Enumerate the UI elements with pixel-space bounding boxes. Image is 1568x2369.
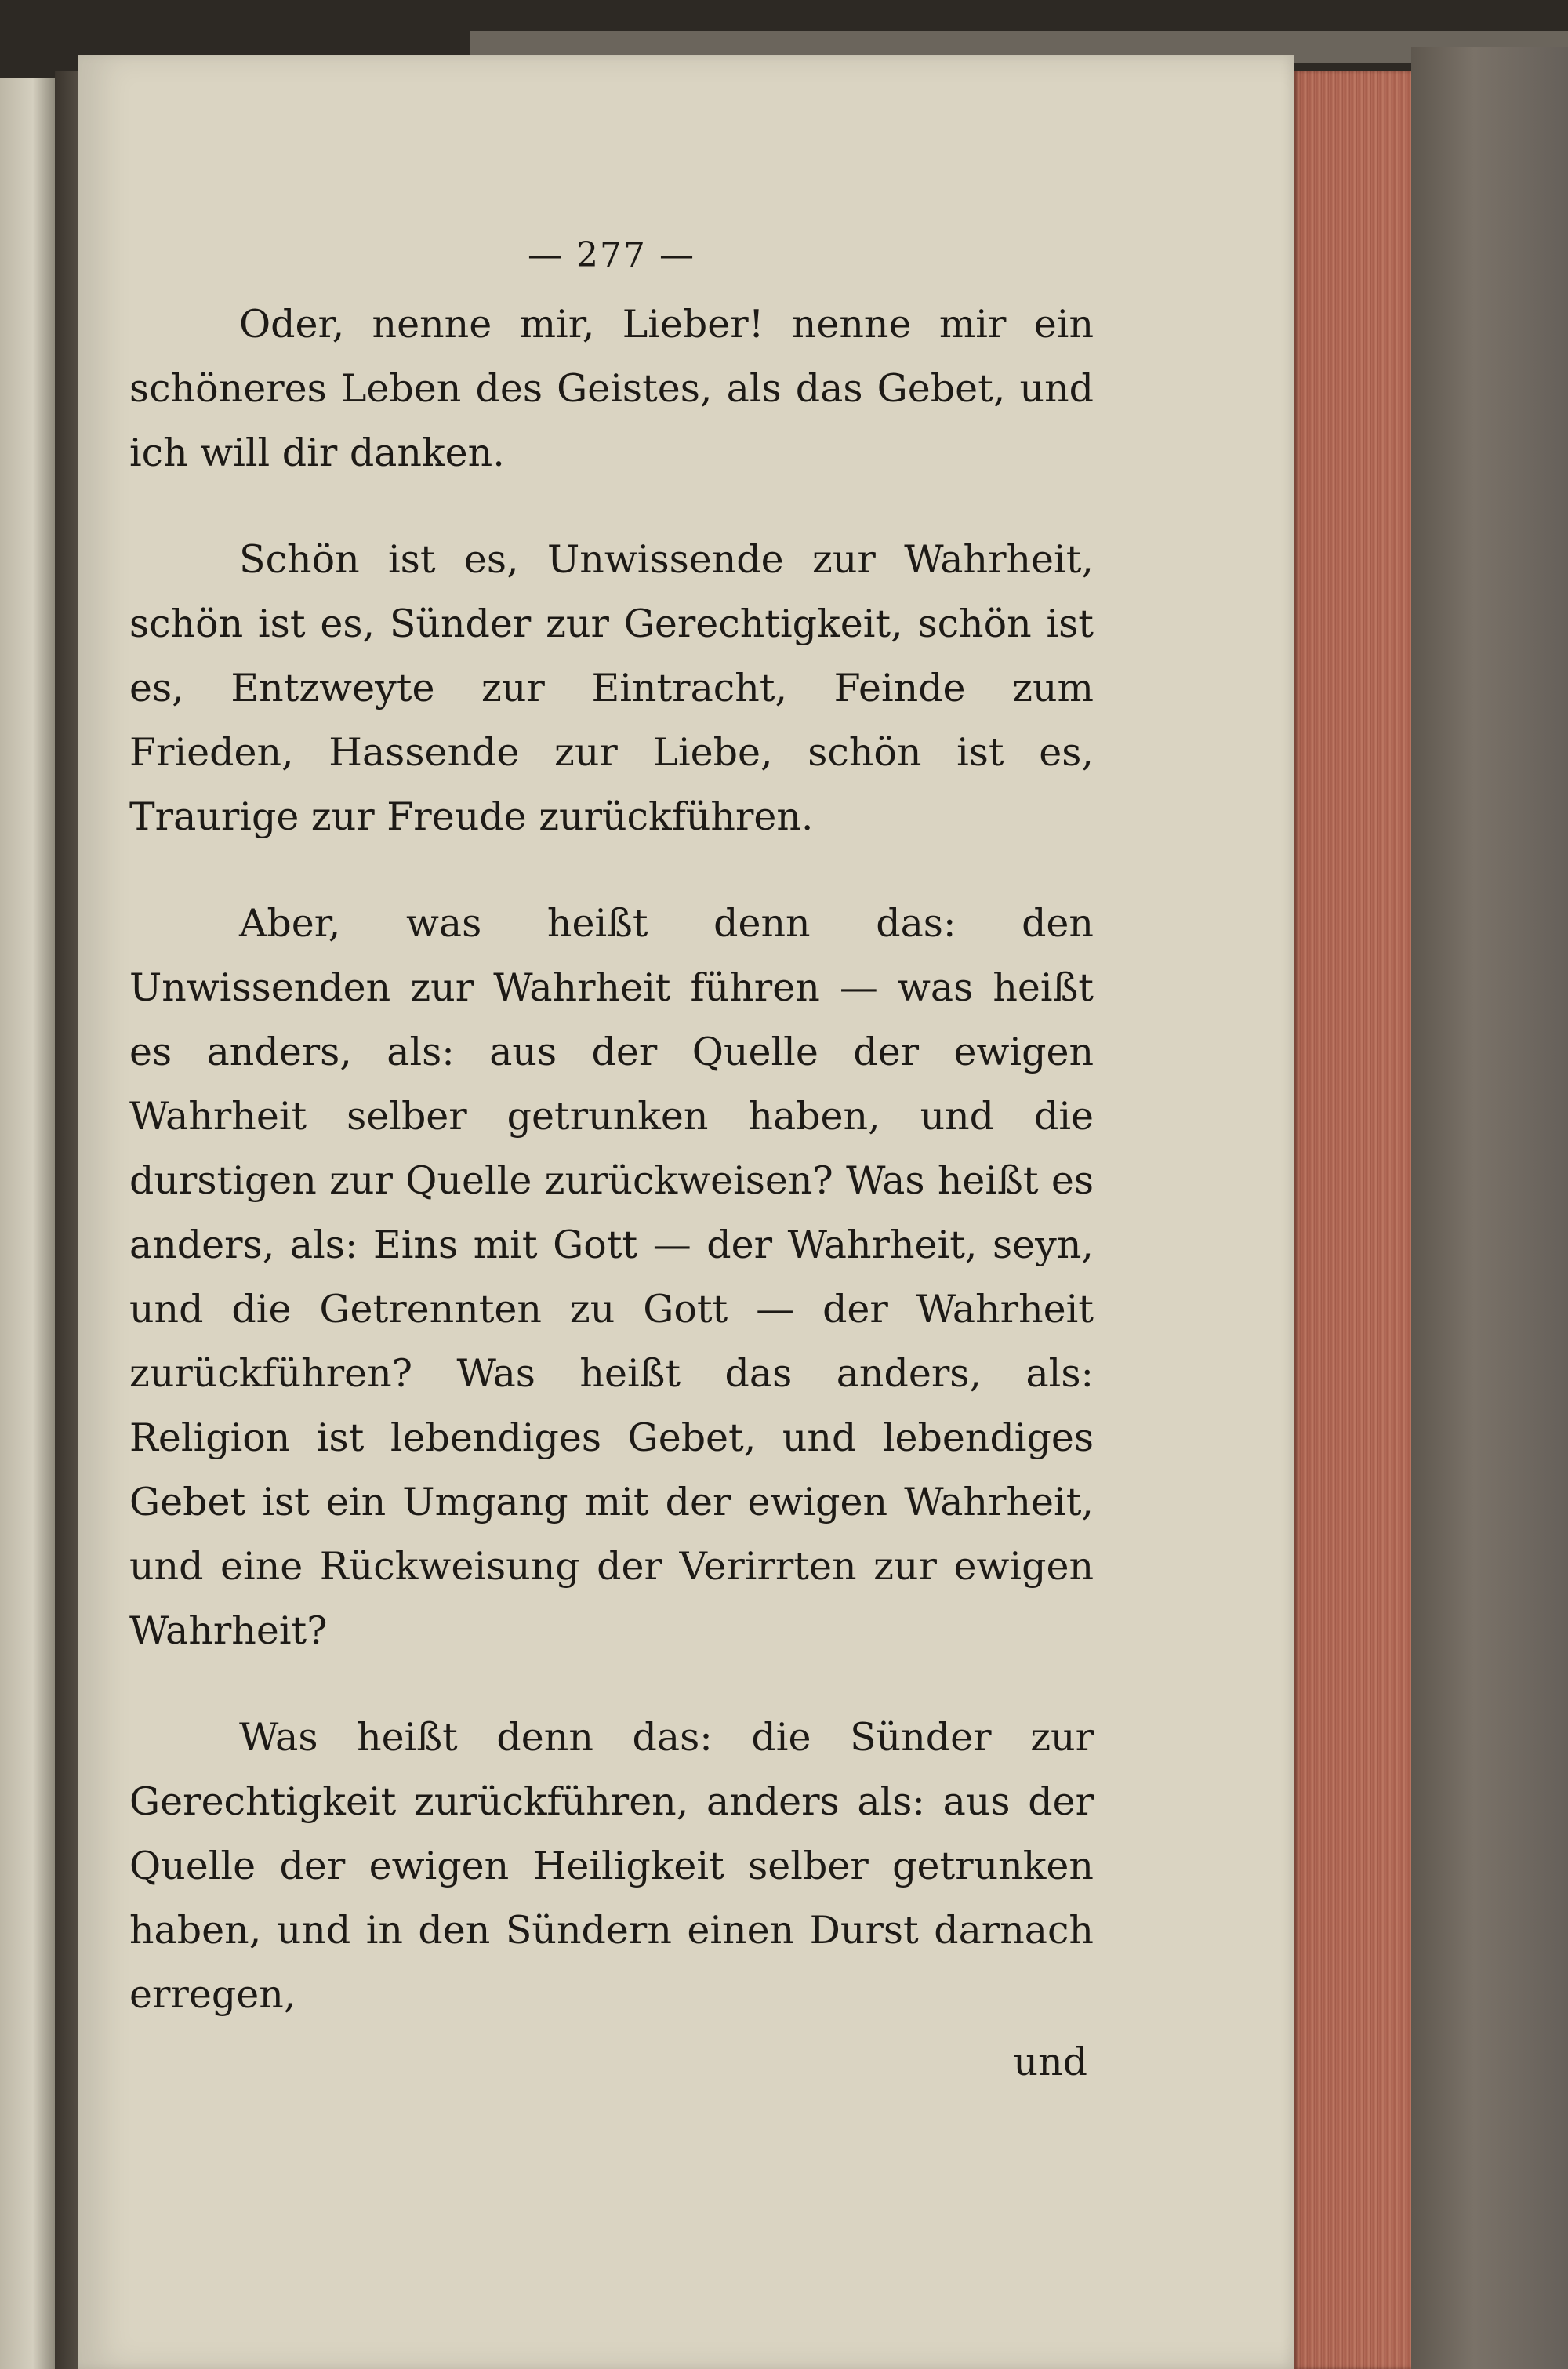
catchword: und [1013, 2040, 1087, 2084]
left-page-edge [0, 78, 55, 2369]
page-number-header: — 277 — [528, 235, 695, 275]
paragraph-1: Oder, nenne mir, Lieber! nenne mir ein schöneres Leben des Geistes, als das Gebet, und ich will dir danken. [129, 302, 1094, 475]
page-text-block [129, 235, 1094, 2095]
paragraph-2: Schön ist es, Unwissende zur Wahrheit, schön ist es, Sünder zur Gerechtigkeit, schön ist es, Entzweyte zur Eintracht, Feinde zum Frieden, Hassende zur Liebe, schön ist es, Traurige zur Freude zurückführen. [129, 537, 1094, 839]
book-cover-board [1411, 47, 1568, 2369]
paragraph-3: Aber, was heißt denn das: den Unwissenden zur Wahrheit führen — was heißt es anders, als: aus der Quelle der ewigen Wahrheit selber getrunken haben, und die durstigen zur Quelle zurückweisen? Was heißt es anders, als: Eins mit Gott — der Wahrheit, seyn, und die Getrennten zu Gott — der Wahrheit zurückführen? Was heißt das anders, als: Religion ist lebendiges Gebet, und lebendiges Gebet ist ein Umgang mit der ewigen Wahrheit, und eine Rückweisung der Verirrten zur ewigen Wahrheit? [129, 901, 1094, 1653]
paragraph-4: Was heißt denn das: die Sünder zur Gerechtigkeit zurückführen, anders als: aus der Quelle der ewigen Heiligkeit selber getrunken haben, und in den Sündern einen Durst darnach erregen, [129, 1715, 1094, 2017]
page-edges-red [1294, 71, 1411, 2369]
